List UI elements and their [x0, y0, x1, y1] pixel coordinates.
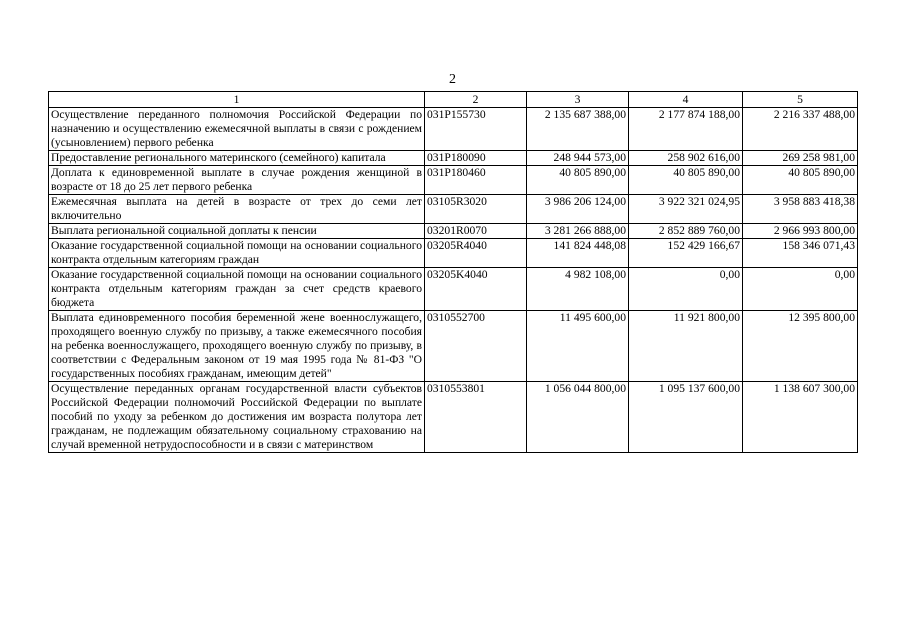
row-value-col3: 4 982 108,00	[527, 268, 629, 311]
column-header-4: 4	[629, 92, 743, 108]
row-value-col5: 2 966 993 800,00	[743, 224, 858, 239]
row-value-col5: 0,00	[743, 268, 858, 311]
column-header-5: 5	[743, 92, 858, 108]
row-value-col4: 1 095 137 600,00	[629, 382, 743, 453]
row-code: 03105R3020	[425, 195, 527, 224]
row-description: Выплата региональной социальной доплаты к пенсии	[49, 224, 425, 239]
row-value-col3: 2 135 687 388,00	[527, 108, 629, 151]
row-code: 031P180090	[425, 151, 527, 166]
row-value-col5: 158 346 071,43	[743, 239, 858, 268]
row-description: Осуществление переданного полномочия Российской Федерации по назначению и осуществлению ежемесячной выплаты в связи с рождением (усыновлением) первого ребенка	[49, 108, 425, 151]
table-row	[49, 195, 858, 224]
table-row	[49, 166, 858, 195]
column-header-1: 1	[49, 92, 425, 108]
row-value-col5: 269 258 981,00	[743, 151, 858, 166]
table-row	[49, 311, 858, 382]
row-description: Оказание государственной социальной помощи на основании социального контракта отдельным категориям граждан	[49, 239, 425, 268]
row-value-col3: 11 495 600,00	[527, 311, 629, 382]
row-code: 031P155730	[425, 108, 527, 151]
row-description: Оказание государственной социальной помощи на основании социального контракта отдельным категориям граждан за счет средств краевого бюджета	[49, 268, 425, 311]
row-value-col4: 2 177 874 188,00	[629, 108, 743, 151]
row-value-col5: 3 958 883 418,38	[743, 195, 858, 224]
row-code: 03201R0070	[425, 224, 527, 239]
row-value-col4: 11 921 800,00	[629, 311, 743, 382]
column-header-2: 2	[425, 92, 527, 108]
row-value-col5: 40 805 890,00	[743, 166, 858, 195]
row-value-col5: 1 138 607 300,00	[743, 382, 858, 453]
table-row	[49, 151, 858, 166]
table-row	[49, 108, 858, 151]
row-code: 0310553801	[425, 382, 527, 453]
row-value-col4: 152 429 166,67	[629, 239, 743, 268]
row-value-col5: 12 395 800,00	[743, 311, 858, 382]
budget-table	[48, 91, 858, 453]
column-header-3: 3	[527, 92, 629, 108]
row-code: 0310552700	[425, 311, 527, 382]
table-row	[49, 239, 858, 268]
row-value-col3: 40 805 890,00	[527, 166, 629, 195]
row-value-col4: 3 922 321 024,95	[629, 195, 743, 224]
row-description: Выплата единовременного пособия беременной жене военнослужащего, проходящего военную службу по призыву, а также ежемесячного пособия на ребенка военнослужащего, проходящего военную службу по призыву, в соответствии с Федеральным законом от 19 мая 1995 года № 81-ФЗ "О государственных пособиях гражданам, имеющим детей"	[49, 311, 425, 382]
page-number: 2	[449, 72, 456, 87]
header-row	[49, 92, 858, 108]
row-value-col5: 2 216 337 488,00	[743, 108, 858, 151]
table-row	[49, 382, 858, 453]
row-value-col3: 1 056 044 800,00	[527, 382, 629, 453]
row-value-col3: 248 944 573,00	[527, 151, 629, 166]
table-row	[49, 224, 858, 239]
row-description: Предоставление регионального материнского (семейного) капитала	[49, 151, 425, 166]
row-value-col3: 3 281 266 888,00	[527, 224, 629, 239]
table-row	[49, 268, 858, 311]
row-value-col4: 2 852 889 760,00	[629, 224, 743, 239]
row-value-col4: 258 902 616,00	[629, 151, 743, 166]
row-description: Осуществление переданных органам государственной власти субъектов Российской Федерации полномочий Российской Федерации по выплате пособий по уходу за ребенком до достижения им возраста полутора лет гражданам, не подлежащим обязательному социальному страхованию на случай временной нетрудоспособности и в связи с материнством	[49, 382, 425, 453]
row-value-col3: 3 986 206 124,00	[527, 195, 629, 224]
row-value-col3: 141 824 448,08	[527, 239, 629, 268]
row-description: Ежемесячная выплата на детей в возрасте от трех до семи лет включительно	[49, 195, 425, 224]
row-value-col4: 0,00	[629, 268, 743, 311]
row-code: 03205K4040	[425, 268, 527, 311]
row-description: Доплата к единовременной выплате в случае рождения женщиной в возрасте от 18 до 25 лет первого ребенка	[49, 166, 425, 195]
row-code: 031P180460	[425, 166, 527, 195]
row-value-col4: 40 805 890,00	[629, 166, 743, 195]
row-code: 03205R4040	[425, 239, 527, 268]
